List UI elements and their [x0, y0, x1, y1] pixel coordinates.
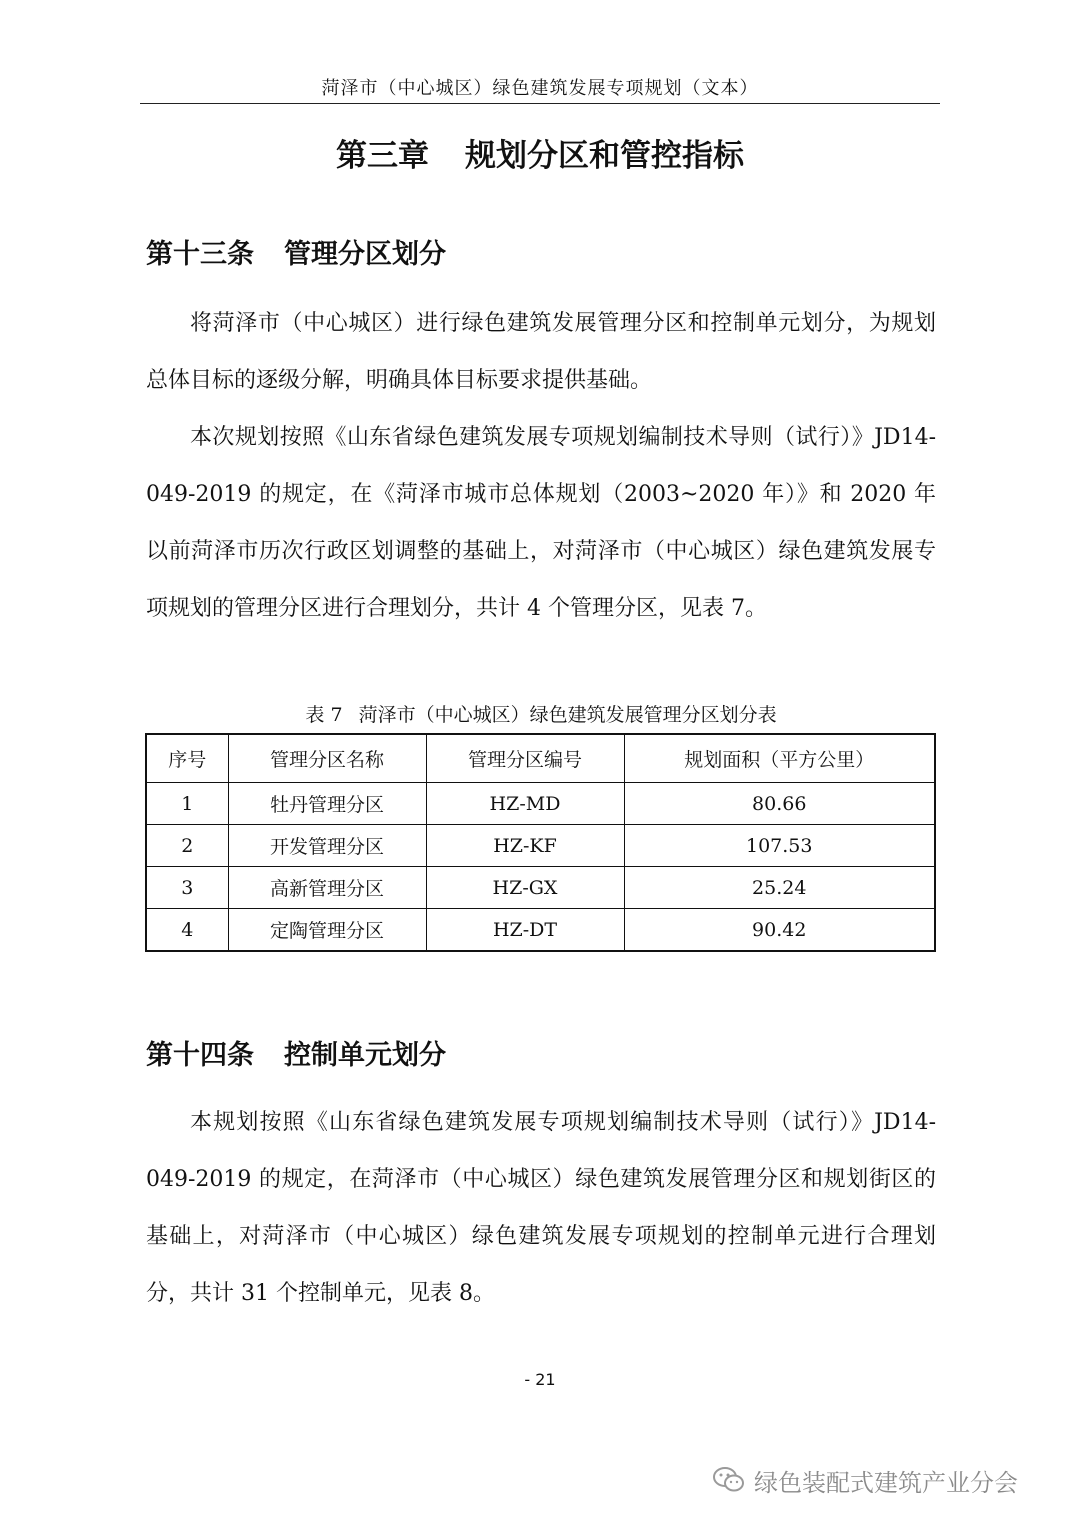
cell-zone-name: 开发管理分区: [228, 825, 426, 867]
management-zone-table: [145, 733, 936, 952]
article-14-paragraph-1: 本规划按照《山东省绿色建筑发展专项规划编制技术导则（试行）》JD14-049-2019 的规定，在菏泽市（中心城区）绿色建筑发展管理分区和规划街区的基础上，对菏泽市（中心城区）绿色建筑发展专项规划的控制单元进行合理划分，共计 31 个控制单元，见表 8。: [146, 1110, 936, 1306]
article-13-paragraph-2: 本次规划按照《山东省绿色建筑发展专项规划编制技术导则（试行）》JD14-049-2019 的规定，在《菏泽市城市总体规划（2003~2020 年）》和 2020 年以前菏泽市历次行政区划调整的基础上，对菏泽市（中心城区）绿色建筑发展专项规划的管理分区进行合理划分，共计 4 个管理分区，见表 7。: [146, 425, 936, 621]
chapter-number: 第三章: [336, 138, 429, 174]
table-row: [146, 867, 935, 909]
cell-planned-area: 80.66: [624, 783, 935, 825]
cell-serial: 3: [146, 867, 228, 909]
wechat-icon: [712, 1465, 746, 1495]
cell-planned-area: 107.53: [624, 825, 935, 867]
table-row: [146, 909, 935, 952]
article-14-heading: [146, 1033, 446, 1072]
cell-zone-name: 牡丹管理分区: [228, 783, 426, 825]
cell-zone-name: 高新管理分区: [228, 867, 426, 909]
article-13-paragraph-1: 将菏泽市（中心城区）进行绿色建筑发展管理分区和控制单元划分，为规划总体目标的逐级分解，明确具体目标要求提供基础。: [146, 311, 936, 393]
cell-zone-name: 定陶管理分区: [228, 909, 426, 952]
table-row: [146, 825, 935, 867]
table-7-caption: [146, 700, 936, 727]
cell-planned-area: 25.24: [624, 867, 935, 909]
header-rule: [140, 103, 940, 104]
cell-zone-code: HZ-GX: [426, 867, 624, 909]
cell-serial: 2: [146, 825, 228, 867]
watermark-text: 绿色装配式建筑产业分会: [754, 1468, 1018, 1497]
article-13-number: 第十三条: [146, 239, 254, 270]
header-planned-area: 规划面积（平方公里）: [624, 734, 935, 783]
table-header-row: [146, 734, 935, 783]
wechat-watermark: [712, 1460, 1018, 1500]
cell-zone-code: HZ-KF: [426, 825, 624, 867]
table-row: [146, 783, 935, 825]
header-zone-name: 管理分区名称: [228, 734, 426, 783]
article-13-title: 管理分区划分: [284, 239, 446, 270]
chapter-title: 规划分区和管控指标: [465, 138, 744, 174]
article-14-number: 第十四条: [146, 1040, 254, 1071]
running-header: 菏泽市（中心城区）绿色建筑发展专项规划（文本）: [321, 78, 759, 99]
cell-serial: 1: [146, 783, 228, 825]
cell-serial: 4: [146, 909, 228, 952]
chapter-heading: [140, 130, 940, 175]
article-13-heading: [146, 232, 446, 271]
cell-planned-area: 90.42: [624, 909, 935, 952]
cell-zone-code: HZ-MD: [426, 783, 624, 825]
table-7-title: 菏泽市（中心城区）绿色建筑发展管理分区划分表: [358, 704, 777, 726]
page-number: - 21: [524, 1370, 556, 1389]
header-zone-code: 管理分区编号: [426, 734, 624, 783]
table-7-label: 表 7: [305, 704, 343, 726]
cell-zone-code: HZ-DT: [426, 909, 624, 952]
article-14-title: 控制单元划分: [284, 1040, 446, 1071]
header-serial: 序号: [146, 734, 228, 783]
